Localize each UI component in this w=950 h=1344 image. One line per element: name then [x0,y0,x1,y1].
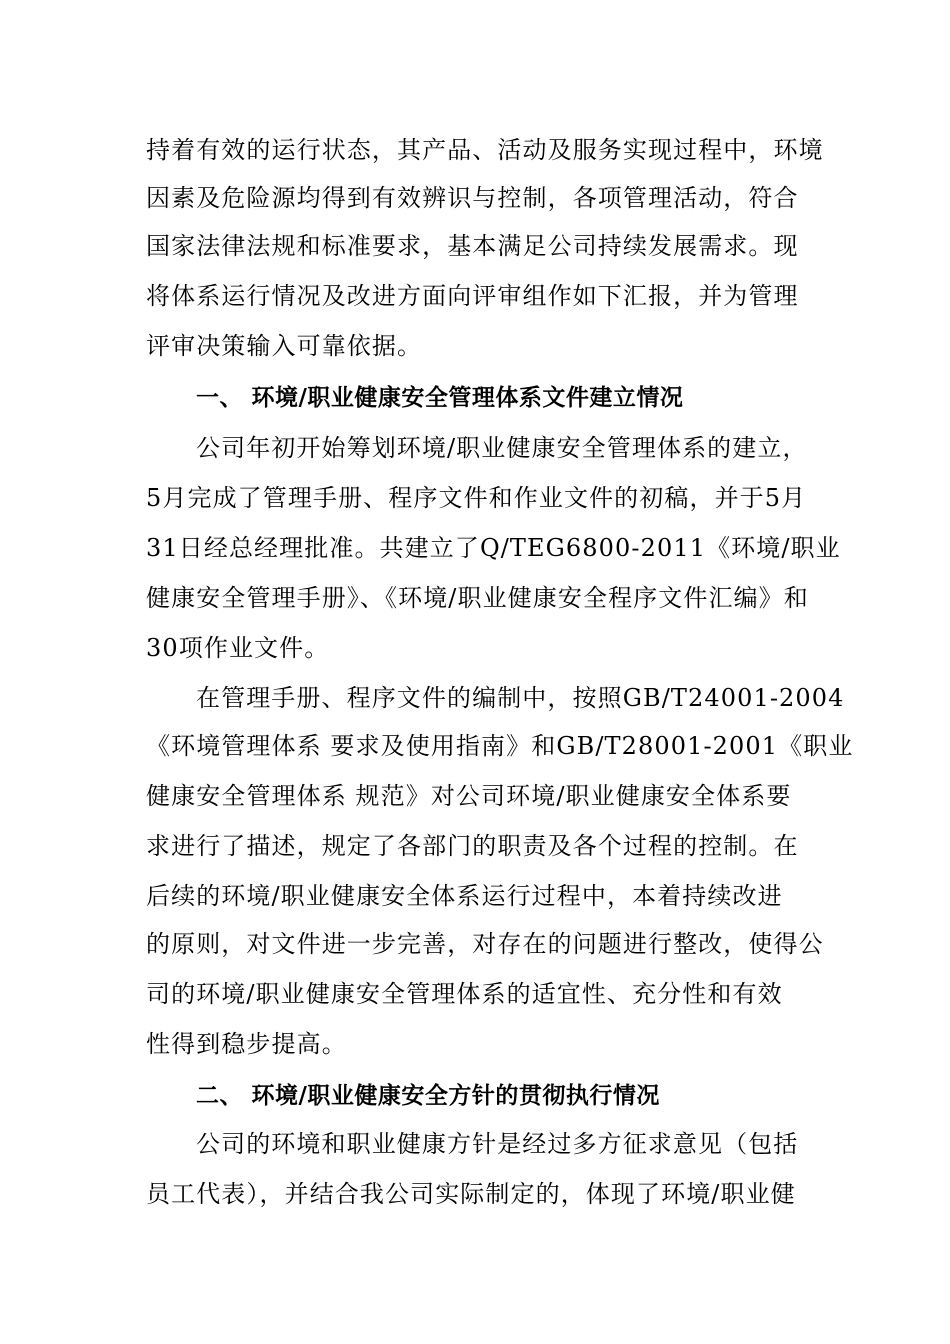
section-1-para-2-line-7: 司的环境/职业健康安全管理体系的适宜性、充分性和有效 [146,980,783,1008]
intro-line-2: 因素及危险源均得到有效辨识与控制，各项管理活动，符合 [146,184,799,212]
section-1-para-1-line-2: 5月完成了管理手册、程序文件和作业文件的初稿，并于5月 [146,484,807,512]
section-1-para-2-line-6: 的原则，对文件进一步完善，对存在的问题进行整改，使得公 [146,930,824,958]
section-1-para-1-line-1: 公司年初开始筹划环境/职业健康安全管理体系的建立， [196,434,808,462]
intro-line-1: 持着有效的运行状态，其产品、活动及服务实现过程中，环境 [146,136,824,164]
section-1-heading: 一、 环境/职业健康安全管理体系文件建立情况 [196,385,684,411]
section-1-para-1-line-5: 30项作业文件。 [146,634,330,662]
section-2-para-1-line-2: 员工代表），并结合我公司实际制定的，体现了环境/职业健 [146,1180,796,1208]
section-1-para-2-line-1: 在管理手册、程序文件的编制中，按照GB/T24001-2004 [196,684,845,712]
section-1-para-1-line-4: 健康安全管理手册》、《环境/职业健康安全程序文件汇编》和 [146,584,809,612]
section-1-para-2-line-5: 后续的环境/职业健康安全体系运行过程中，本着持续改进 [146,882,783,910]
section-1-para-1-line-3: 31日经总经理批准。共建立了Q/TEG6800-2011《环境/职业 [146,534,841,562]
intro-line-3: 国家法律法规和标准要求，基本满足公司持续发展需求。现 [146,232,799,260]
section-1-para-2-line-4: 求进行了描述，规定了各部门的职责及各个过程的控制。在 [146,832,799,860]
intro-line-5: 评审决策输入可靠依据。 [146,332,423,360]
section-2-para-1-line-1: 公司的环境和职业健康方针是经过多方征求意见（包括 [196,1130,799,1158]
section-1-para-2-line-8: 性得到稳步提高。 [146,1030,347,1058]
intro-line-4: 将体系运行情况及改进方面向评审组作如下汇报，并为管理 [146,282,799,310]
section-1-para-2-line-3: 健康安全管理体系 规范》对公司环境/职业健康安全体系要 [146,782,792,810]
section-2-heading: 二、 环境/职业健康安全方针的贯彻执行情况 [196,1083,660,1109]
section-1-para-2-line-2: 《环境管理体系 要求及使用指南》和GB/T28001-2001《职业 [146,732,854,760]
